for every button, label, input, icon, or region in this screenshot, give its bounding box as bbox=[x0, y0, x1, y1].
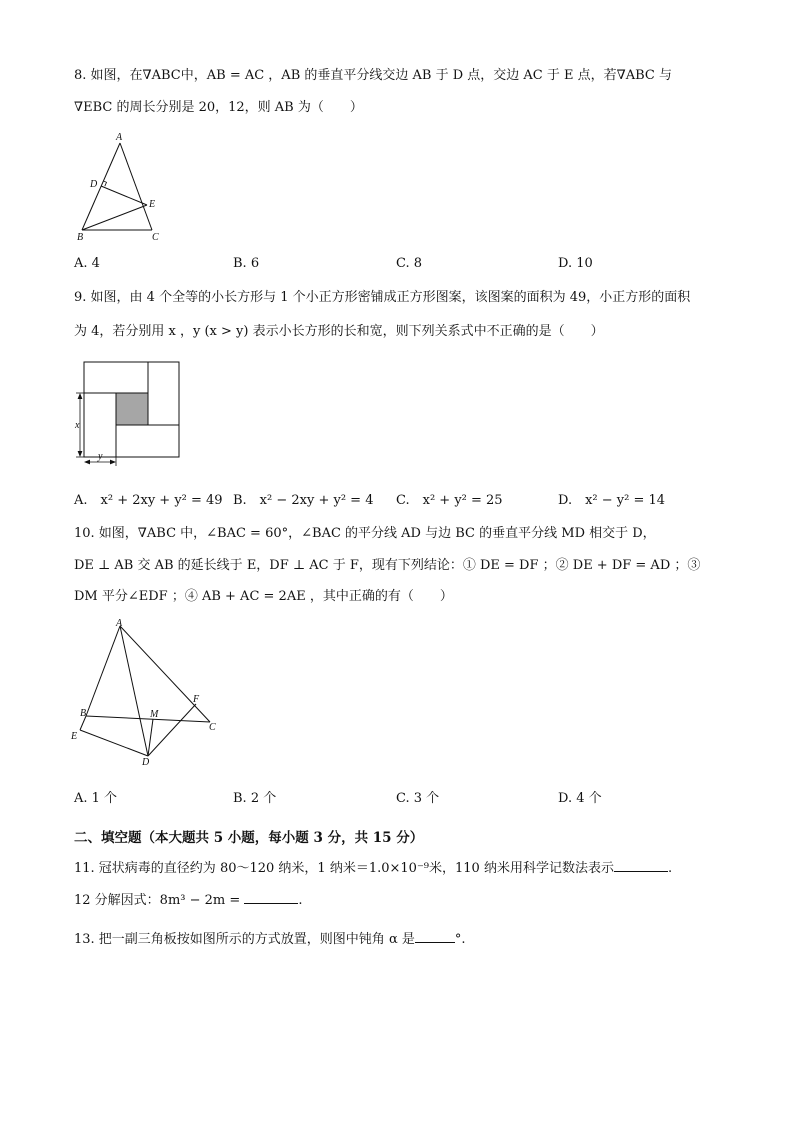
q10-line-de bbox=[80, 730, 148, 756]
q9-option-b: B. x² − 2xy + y² = 4 bbox=[233, 493, 374, 508]
q8-label-a: A bbox=[116, 132, 123, 143]
q9-stem-line1: 9. 如图，由 4 个全等的小长方形与 1 个小正方形密铺成正方形图案，该图案的面积为 49，小正方形的面积 bbox=[74, 290, 691, 305]
q10-label-b: B bbox=[80, 708, 87, 719]
q10-label-d: D bbox=[142, 757, 150, 768]
q11-answer-blank[interactable] bbox=[614, 859, 668, 872]
q8-option-b: B. 6 bbox=[233, 256, 260, 271]
q12-end: . bbox=[298, 893, 303, 908]
q13-line bbox=[74, 930, 466, 950]
q9-stem-line2: 为 4，若分别用 x ，y (x > y) 表示小长方形的长和宽，则下列关系式中不正确的是（ ） bbox=[74, 324, 604, 339]
q8-label-b: B bbox=[77, 232, 84, 243]
q8-right-angle-mark bbox=[104, 181, 107, 186]
q8-stem-line1: 8. 如图，在∇ABC中，AB = AC ，AB 的垂直平分线交边 AB 于 D 点，交边 AC 于 E 点，若∇ABC 与 bbox=[74, 68, 672, 83]
q10-stem-line1: 10. 如图，∇ABC 中，∠BAC = 60°，∠BAC 的平分线 AD 与边 BC 的垂直平分线 MD 相交于 D， bbox=[74, 526, 656, 541]
q10-label-e: E bbox=[71, 731, 78, 742]
q11-end: . bbox=[667, 861, 673, 876]
q9-y-arrow-left bbox=[84, 460, 90, 465]
q9-option-d: D. x² − y² = 14 bbox=[558, 493, 666, 508]
q10-line-bc bbox=[86, 716, 210, 722]
q10-option-d: D. 4 个 bbox=[558, 791, 602, 806]
q10-label-c: C bbox=[209, 722, 216, 733]
q8-stem-line2: ∇EBC 的周长分别是 20，12，则 AB 为（ ） bbox=[74, 100, 363, 115]
q10-option-b: B. 2 个 bbox=[233, 791, 277, 806]
q11-text: 11. 冠状病毒的直径约为 80～120 纳米，1 纳米＝1.0×10⁻⁹米，110 纳米用科学记数法表示 bbox=[74, 861, 614, 876]
q10-label-f: F bbox=[193, 694, 200, 705]
q10-stem-line3: DM 平分∠EDF ；④ AB + AC = 2AE ，其中正确的有（ ） bbox=[74, 589, 453, 604]
q8-label-e: E bbox=[149, 199, 156, 210]
q9-option-a: A. x² + 2xy + y² = 49 bbox=[74, 493, 223, 508]
q10-figure bbox=[66, 618, 226, 770]
q9-y-arrow-right bbox=[110, 460, 116, 465]
q8-option-a: A. 4 bbox=[74, 256, 100, 271]
q8-option-d: D. 10 bbox=[558, 256, 593, 271]
q8-line-de bbox=[101, 186, 147, 205]
q9-x-arrow-up bbox=[78, 393, 83, 399]
q10-option-c: C. 3 个 bbox=[396, 791, 440, 806]
q9-x-arrow-down bbox=[78, 451, 83, 457]
q12-text: 12 分解因式：8m³ − 2m = bbox=[74, 893, 241, 908]
q10-option-a: A. 1 个 bbox=[74, 791, 118, 806]
q12-line bbox=[74, 891, 303, 911]
q10-label-a: A bbox=[116, 618, 123, 629]
q8-label-c: C bbox=[152, 232, 159, 243]
q8-figure bbox=[70, 130, 170, 242]
section-title-fill-in: 二、填空题（本大题共 5 小题，每小题 3 分，共 15 分） bbox=[74, 830, 424, 846]
q10-line-md bbox=[148, 719, 153, 756]
q12-answer-blank[interactable] bbox=[244, 891, 298, 904]
q9-figure bbox=[70, 358, 185, 470]
q8-label-d: D bbox=[90, 179, 98, 190]
q9-label-y: y bbox=[98, 451, 103, 462]
q11-line bbox=[74, 859, 672, 879]
q8-option-c: C. 8 bbox=[396, 256, 423, 271]
q8-side-ac bbox=[120, 143, 152, 230]
q10-stem-line2: DE ⊥ AB 交 AB 的延长线于 E，DF ⊥ AC 于 F，现有下列结论：① DE = DF ；② DE + DF = AD ；③ bbox=[74, 558, 701, 573]
q10-line-ac bbox=[120, 626, 210, 722]
q9-small-square bbox=[116, 393, 148, 425]
q10-line-ad bbox=[120, 626, 148, 756]
q13-end: °. bbox=[454, 932, 466, 947]
q10-line-ab bbox=[86, 626, 120, 716]
q9-label-x: x bbox=[75, 420, 80, 431]
q9-option-c: C. x² + y² = 25 bbox=[396, 493, 503, 508]
q13-text: 13. 把一副三角板按如图所示的方式放置，则图中钝角 α 是 bbox=[74, 932, 415, 947]
q13-answer-blank[interactable] bbox=[415, 930, 455, 943]
q10-label-m: M bbox=[150, 709, 159, 720]
